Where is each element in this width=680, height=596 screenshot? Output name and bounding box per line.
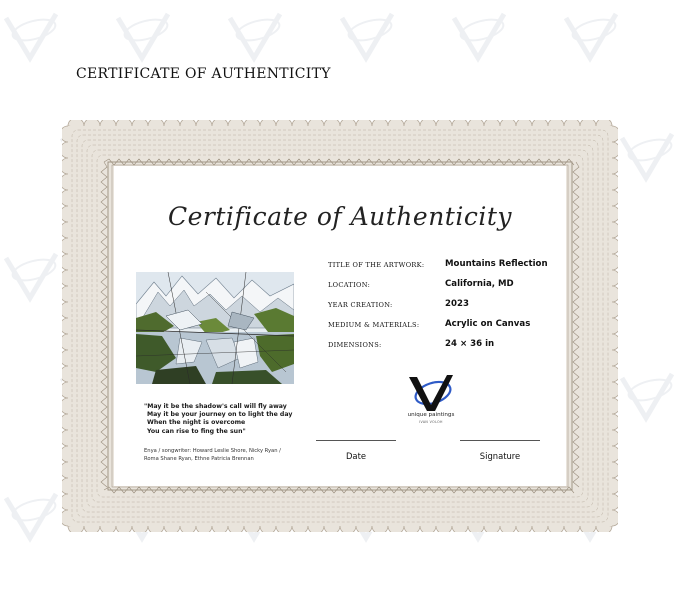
field-value: California, MD	[445, 279, 514, 289]
logo-name: unique paintings	[407, 412, 455, 418]
field-year	[328, 301, 588, 315]
field-label: TITLE OF THE ARTWORK:	[328, 261, 425, 269]
date-line	[316, 440, 396, 441]
field-label: YEAR CREATION:	[328, 301, 393, 309]
field-dimensions	[328, 341, 588, 355]
credit-line: Roma Shane Ryan, Ethne Patricia Brennan	[144, 455, 254, 462]
field-value: 2023	[445, 299, 469, 309]
poem-line: You can rise to fing the sun"	[147, 427, 246, 435]
field-label: MEDIUM & MATERIALS:	[328, 321, 420, 329]
poem-line: "May it be the shadow's call will fly away	[144, 403, 287, 410]
field-value: Mountains Reflection	[445, 259, 548, 269]
field-location	[328, 281, 588, 295]
song-credit	[144, 448, 304, 463]
field-value: Acrylic on Canvas	[445, 319, 531, 329]
poem-quote	[144, 403, 314, 436]
field-title	[328, 261, 588, 275]
field-medium	[328, 321, 588, 335]
artwork-image	[136, 272, 294, 384]
poem-line: When the night is overcome	[147, 419, 246, 427]
credit-line: Enya / songwriter: Howard Leslie Shore, Nicky Ryan /	[144, 448, 281, 454]
poem-line: May it be your journey on to light the day	[147, 411, 293, 419]
signature-line	[460, 440, 540, 441]
field-value: 24 × 36 in	[445, 339, 495, 349]
field-label: LOCATION:	[328, 281, 371, 289]
date-label: Date	[345, 451, 367, 461]
certificate-script-title: Certificate of Authenticity	[167, 202, 513, 231]
logo-subtitle: IVAN VOLOH	[419, 420, 443, 424]
certificate-card	[62, 120, 618, 532]
page-title: CERTIFICATE OF AUTHENTICITY	[76, 66, 331, 82]
field-label: DIMENSIONS:	[328, 341, 382, 349]
signature-label: Signature	[479, 451, 521, 461]
